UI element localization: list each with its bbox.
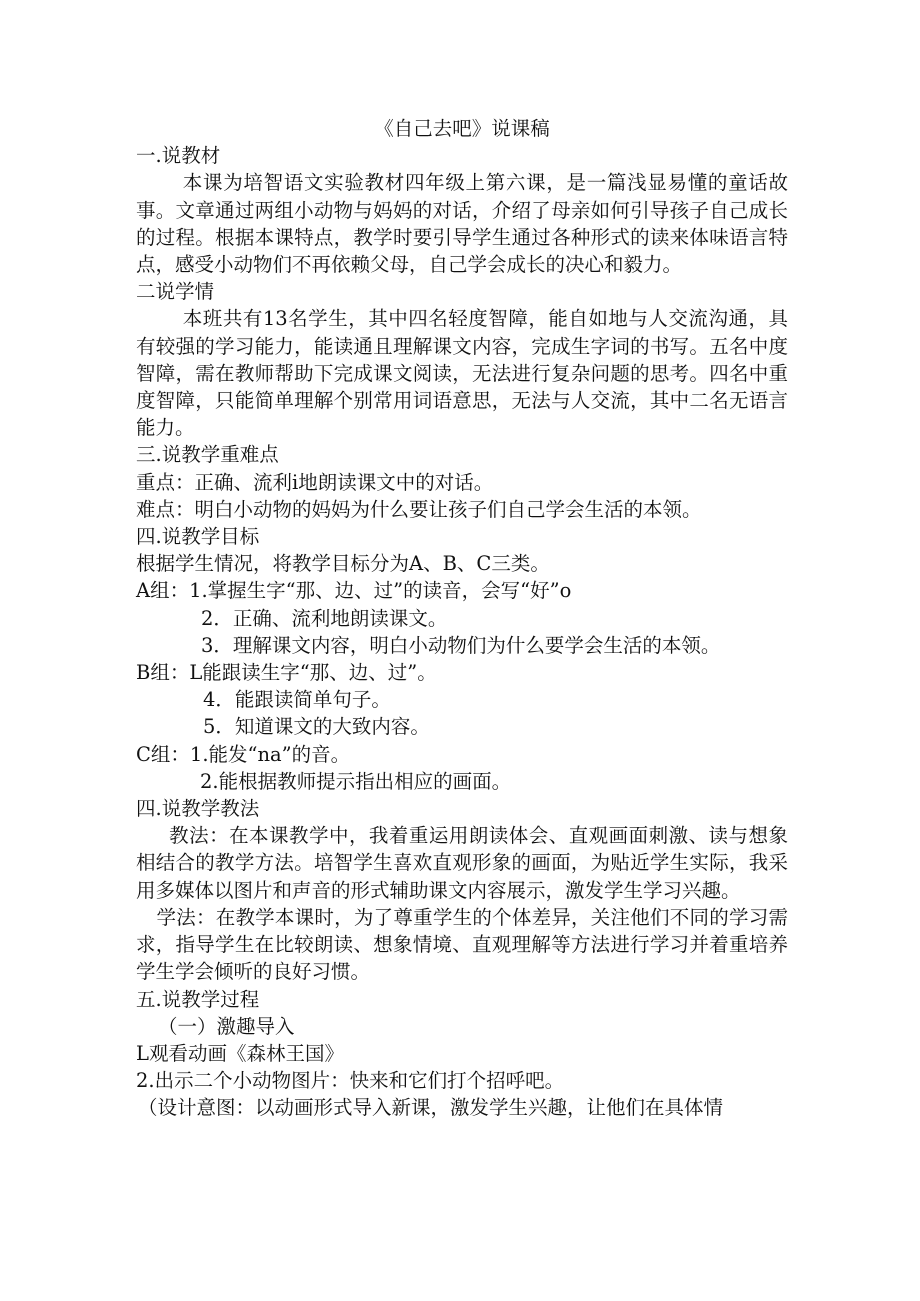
goal-b-1: B组：L能跟读生字“那、边、过”。	[136, 661, 437, 685]
key-point-line: 重点：正确、流利i地朗读课文中的对话。	[136, 470, 494, 494]
document-title: 《自己去吧》说课稿	[374, 117, 550, 140]
goal-b-2: 4．能跟读简单句子。	[203, 688, 391, 712]
goal-b-3: 5．知道课文的大致内容。	[203, 715, 430, 739]
goal-c-1: C组：1.能发“na”的音。	[136, 742, 351, 766]
goal-a-1: A组：1.掌握生字“那、边、过”的读音，会写“好”o	[136, 579, 572, 603]
process-step-2: 2.出示二个小动物图片：快来和它们打个招呼吧。	[136, 1069, 565, 1093]
process-subheading: （一）激趣导入	[158, 1014, 295, 1038]
section-heading-students: 二说学情	[136, 280, 215, 304]
section-heading-methods: 四.说教学教法	[136, 797, 260, 821]
difficult-point-line: 难点：明白小动物的妈妈为什么要让孩子们自己学会生活的本领。	[136, 497, 702, 521]
learning-method-paragraph: 学法：在教学本课时，为了尊重学生的个体差异，关注他们不同的学习需求，指导学生在比较朗读、想象情境、直观理解等方法进行学习并着重培养学生学会倾听的良好习惯。	[136, 905, 788, 984]
textbook-paragraph: 本课为培智语文实验教材四年级上第六课，是一篇浅显易懂的童话故事。文章通过两组小动物与妈妈的对话，介绍了母亲如何引导孩子自己成长的过程。根据本课特点，教学时要引导学生通过各种形式的读来体味语言特点，感受小动物们不再依赖父母，自己学会成长的决心和毅力。	[136, 171, 788, 277]
section-heading-process: 五.说教学过程	[136, 987, 260, 1011]
goal-a-3: 3．理解课文内容，明白小动物们为什么要学会生活的本领。	[201, 633, 721, 657]
section-heading-textbook: 一.说教材	[136, 144, 221, 168]
teaching-method-paragraph: 教法：在本课教学中，我着重运用朗读体会、直观画面刺激、读与想象相结合的教学方法。培智学生喜欢直观形象的画面，为贴近学生实际，我采用多媒体以图片和声音的形式辅助课文内容展示，激发学生学习兴趣。	[136, 824, 788, 902]
process-step-1: L观看动画《森林王国》	[136, 1041, 344, 1065]
document-page	[136, 115, 788, 1122]
section-heading-goals: 四.说教学目标	[136, 525, 260, 549]
goals-intro: 根据学生情况，将教学目标分为A、B、C三类。	[136, 552, 550, 576]
section-heading-key-points: 三.说教学重难点	[136, 443, 279, 467]
goal-c-2: 2.能根据教师提示指出相应的画面。	[200, 769, 512, 793]
students-paragraph: 本班共有13名学生，其中四名轻度智障，能自如地与人交流沟通，具有较强的学习能力，能读通且理解课文内容，完成生字词的书写。五名中度智障，需在教师帮助下完成课文阅读，无法进行复杂问题的思考。四名中重度智障，只能简单理解个别常用词语意思，无法与人交流，其中二名无语言能力。	[136, 307, 788, 440]
design-intent-line: （设计意图：以动画形式导入新课，激发学生兴趣，让他们在具体情	[138, 1096, 724, 1120]
goal-a-2: 2．正确、流利地朗读课文。	[201, 606, 448, 630]
